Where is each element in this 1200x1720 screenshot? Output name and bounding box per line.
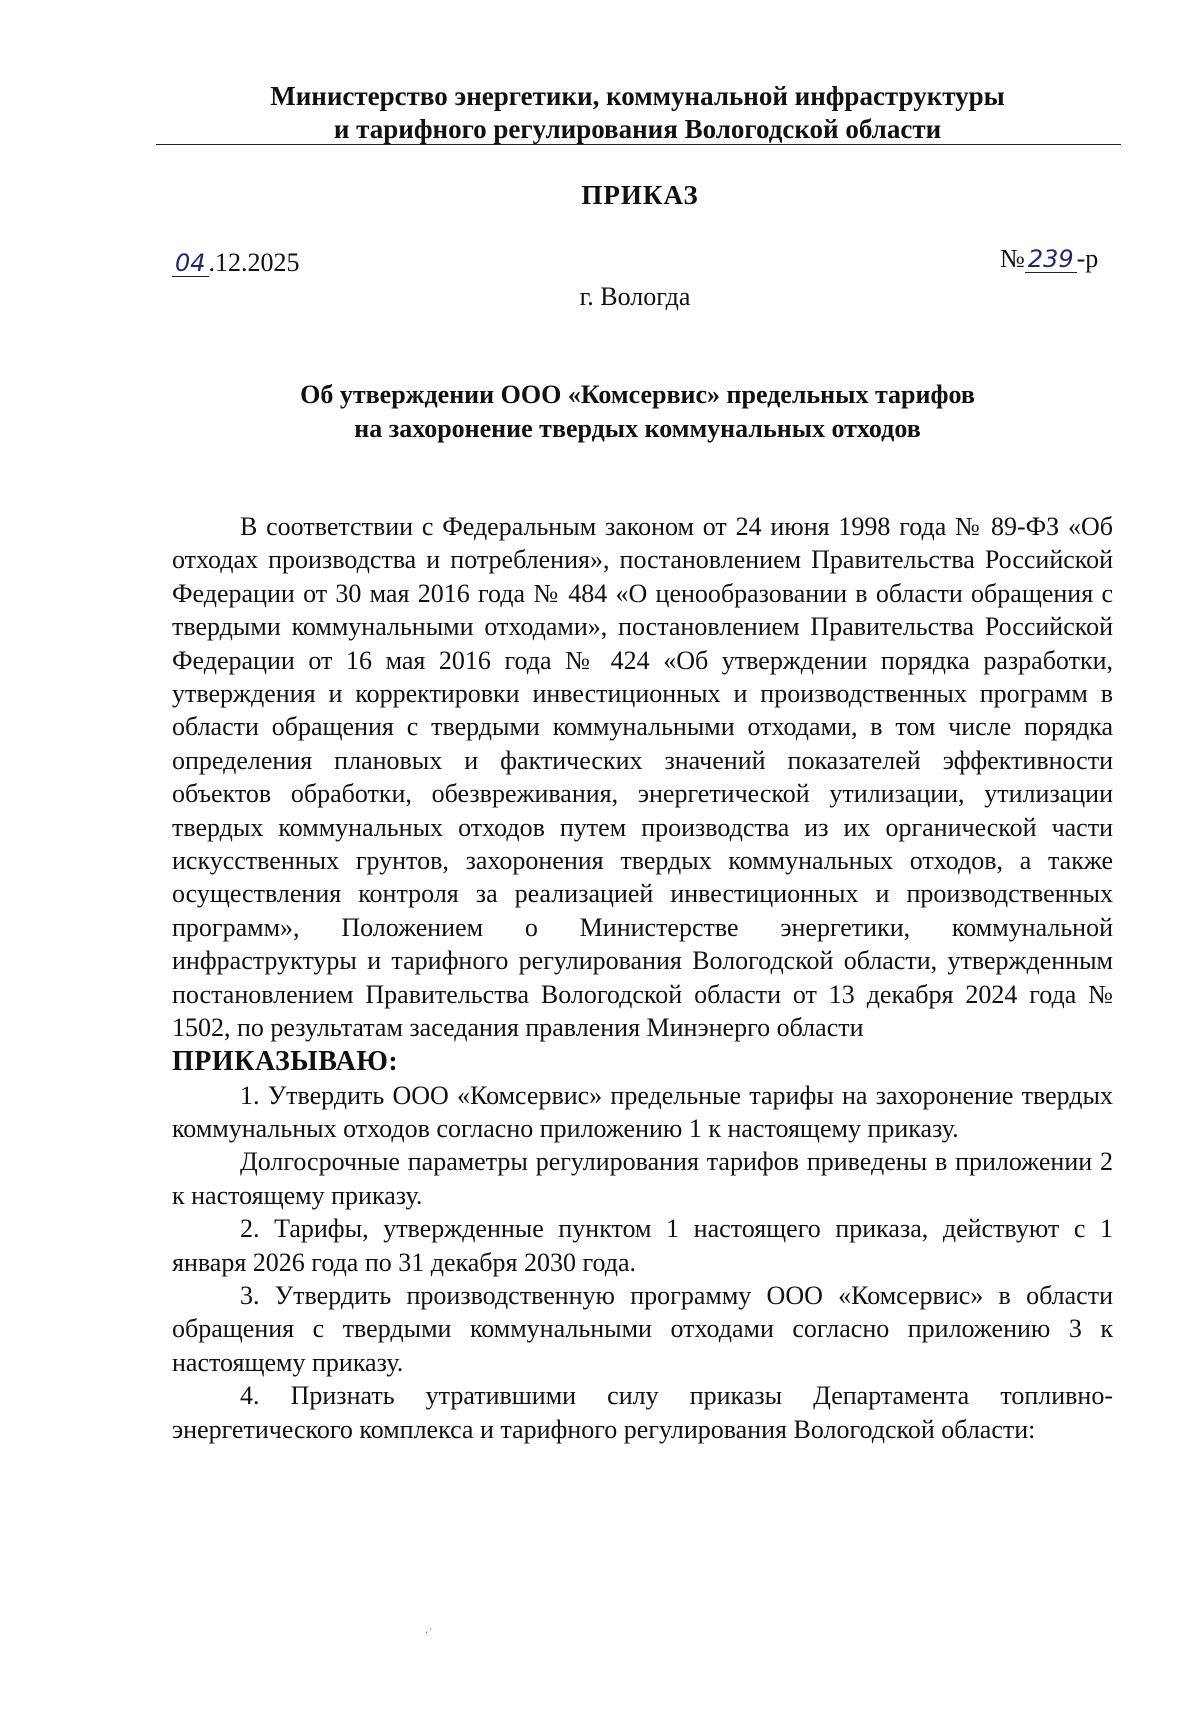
number-prefix: № [1000, 244, 1025, 273]
scan-speck: ·˙ [425, 1628, 434, 1639]
order-item-2: 2. Тарифы, утвержденные пунктом 1 настоящего приказа, действуют с 1 января 2026 года по 31 декабря 2030 года. [172, 1214, 1113, 1277]
subject-line2: на захоронение твердых коммунальных отходов [354, 414, 921, 443]
order-item-1-note: Долгосрочные параметры регулирования тарифов приведены в приложении 2 к настоящему приказу. [172, 1147, 1113, 1210]
ministry-header-line2: и тарифного регулирования Вологодской области [333, 114, 942, 144]
date-day-handwritten: 04 [172, 250, 209, 277]
header-divider [156, 144, 1121, 145]
ministry-header-line1: Министерство энергетики, коммунальной инфраструктуры [270, 81, 1005, 111]
preamble-paragraph: В соответствии с Федеральным законом от 24 июня 1998 года № 89-ФЗ «Об отходах производства и потребления», постановлением Правительства Российской Федерации от 30 мая 2016 года № 484 «О ценообразовании в области обращения с твердыми коммунальными отходами», постановлением Правительства Российской Федерации от 16 мая 2016 года № 424 «Об утверждении порядка разработки, утверждения и корректировки инвестиционных и производственных программ в области обращения с твердыми коммунальными отходами, в том числе порядка определения плановых и фактических значений показателей эффективности объектов обработки, обезвреживания, энергетической утилизации, утилизации твердых коммунальных отходов путем производства из их органической части искусственных грунтов, захоронения твердых коммунальных отходов, а также осуществления контроля за реализацией инвестиционных и производственных программ», Положением о Министерстве энергетики, коммунальной инфраструктуры и тарифного регулирования Вологодской области, утвержденным постановлением Правительства Вологодской области от 13 декабря 2024 года № 1502, по результатам заседания правления Минэнерго области [172, 512, 1113, 1043]
subject-line1: Об утверждении ООО «Комсервис» предельных тарифов [300, 380, 975, 409]
document-number [1000, 244, 1098, 274]
date-rest: .12.2025 [208, 248, 300, 277]
document-date [172, 248, 300, 278]
document-subject [150, 378, 1125, 446]
order-item-3: 3. Утвердить производственную программу ООО «Комсервис» в области обращения с твердыми коммунальными отходами согласно приложению 3 к настоящему приказу. [172, 1280, 1113, 1377]
document-city: г. Вологда [579, 282, 691, 311]
document-body [172, 510, 1113, 1446]
order-word: ПРИКАЗЫВАЮ: [172, 1045, 399, 1077]
document-type-title: ПРИКАЗ [581, 180, 699, 210]
number-handwritten: 239 [1025, 246, 1077, 273]
order-item-1: 1. Утвердить ООО «Комсервис» предельные тарифы на захоронение твердых коммунальных отходов согласно приложению 1 к настоящему приказу. [172, 1080, 1113, 1143]
order-item-4: 4. Признать утратившими силу приказы Департамента топливно-энергетического комплекса и тарифного регулирования Вологодской области: [172, 1381, 1113, 1444]
ministry-header [150, 80, 1125, 146]
number-suffix: -р [1076, 244, 1099, 273]
